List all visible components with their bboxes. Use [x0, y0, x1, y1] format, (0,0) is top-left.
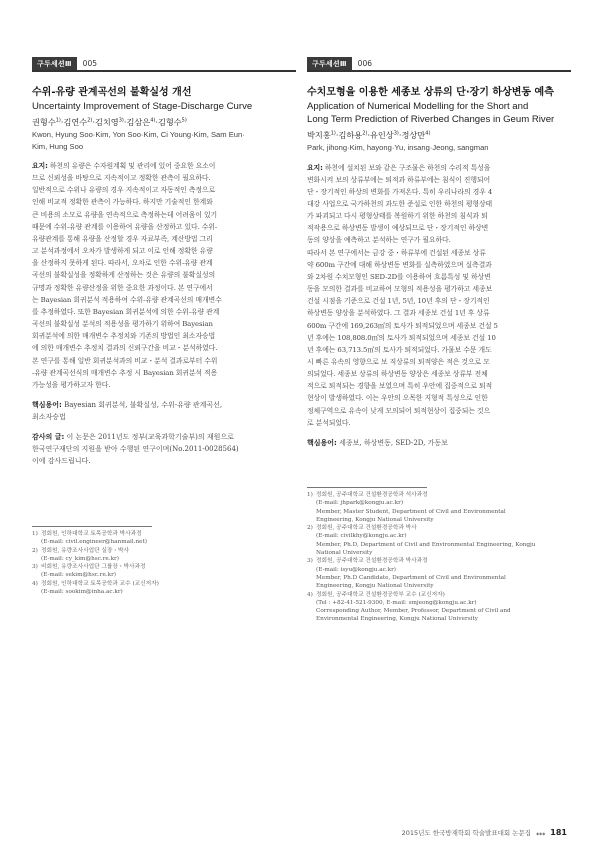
- author-name: 유인상: [369, 130, 394, 140]
- left-article: [32, 57, 296, 468]
- abstract-line: 단・장기적인 하상의 변화를 가져온다. 특히 우리나라의 경우 4: [307, 187, 493, 196]
- footnote-line: Corresponding Author, Member, Professor, Department of Civil and: [316, 608, 511, 615]
- title-english-line: Application of Numerical Modelling for the Short and: [307, 101, 529, 112]
- abstract-line: 동을 모의한 결과를 비교하여 모형의 적용성을 평가하고 세종보: [307, 285, 493, 294]
- abstract-line: 적작용으로 하상변동 발생이 예상되므로 단・장기적인 하상변: [307, 224, 489, 233]
- footnote: 1) 정회원, 인하대학교 토목공학과 박사과정: [32, 531, 142, 537]
- keywords: [307, 437, 571, 449]
- footnote: 2) 정회원, 유량조사사업단 실장・박사: [32, 547, 130, 554]
- authors-english: [32, 129, 296, 152]
- author-footnote-mark: 4): [150, 117, 156, 124]
- footnote: 4) 정회원, 공주대학교 건설환경공학부 교수 (교신저자): [307, 591, 445, 598]
- title-english: Uncertainty Improvement of Stage-Discharge Curve: [32, 101, 253, 112]
- author-name: 김형수: [157, 117, 182, 127]
- abstract-line: 때문에 수위-유량 관계를 이용하여 유량을 산정하고 있다. 수위-: [32, 222, 218, 231]
- footnote: 3) 비회원, 유량조사사업단 그룹장・박사과정: [32, 564, 146, 571]
- abstract-line: 를 추정하였다. 또한 Bayesian 회귀분석에 의한 수위-유량 관계: [32, 307, 220, 316]
- author-footnote-mark: 1): [330, 130, 336, 137]
- footnote-line: Environmental Engineering, Kongju National University: [316, 616, 478, 623]
- title-korean: 수위-유량 관계곡선의 불확실성 개선: [32, 87, 192, 98]
- acknowledgement-label: 감사의 글:: [32, 432, 65, 441]
- footnote-line: (E-mail: civilkhy@kongju.ac.kr): [316, 533, 407, 540]
- title-korean: 수치모형을 이용한 세종보 상류의 단·장기 하상변동 예측: [307, 87, 554, 98]
- authors-english-line: Kwon, Hyung Soo·Kim, Yon Soo·Kim, Ci Young·Kim, Sam Eun·: [32, 130, 245, 139]
- abstract-line: 약 600m 구간에 대해 하상변동 변화를 실측하였으며 실측결과: [307, 260, 492, 269]
- footnote-line: Member, Ph.D Candidate, Department of Civil and Environmental: [316, 574, 506, 581]
- abstract-line: 가능성을 평가하고자 한다.: [32, 380, 111, 389]
- left-footnotes: [32, 530, 296, 596]
- author-name: 정상만: [401, 130, 426, 140]
- abstract-line: 현상이 발생하였다. 이는 우안의 오목한 지형적 특성으로 인한: [307, 394, 488, 403]
- footnote-email: (E-mail: civil.engineer@hanmail.net): [41, 539, 147, 546]
- abstract-line: 에 의한 매개변수 추정치 결과의 신뢰구간을 비교・분석하였다.: [32, 344, 218, 353]
- footnote-email: (E-mail: cy_kim@hsc.re.kr): [41, 555, 119, 562]
- footnote: 3) 정회원, 공주대학교 건설환경공학과 박사과정: [307, 558, 428, 565]
- section-header: [32, 57, 296, 72]
- authors-english: Park, jihong·Kim, hayong·Yu, insang·Jeong, sangman: [307, 143, 489, 152]
- author-name: 김하용: [338, 130, 363, 140]
- abstract-line: 로 분석되었다.: [307, 418, 351, 427]
- footnote-divider: [32, 526, 152, 527]
- keywords-text: Bayesian 회귀분석, 불확실성, 수위-유량 관계곡선,: [61, 400, 223, 409]
- author-name: 권형수: [32, 117, 56, 127]
- footnote-line: Engineering, Kongju National University: [316, 583, 434, 590]
- acknowledgement-line: 이에 감사드립니다.: [32, 457, 91, 466]
- footer-mark: ◈◈◈: [536, 831, 546, 836]
- acknowledgement: 감사의 글: 이 논문은 2011년도 정부(교육과학기술부)의 재원으로 한국연구재단의 지원을 받아 수행된 연구이며(No.2011-0028564) 이에 감사드립니다.: [32, 431, 296, 468]
- page-footer: [402, 828, 567, 837]
- author-footnote-mark: 3): [393, 130, 399, 137]
- footnote-email: (E-mail: sekim@hsc.re.kr): [41, 572, 117, 579]
- footnote: 1) 정회원, 공주대학교 건설환경공학과 석사과정: [307, 492, 428, 498]
- abstract-line: 규명과 정확한 유량산정을 위한 중요한 과정이다. 본 연구에서: [32, 283, 213, 292]
- section-tag: 구두세션Ⅲ: [32, 57, 77, 70]
- abstract-line: 회귀분석에 의한 매개변수 추정치와 기존의 방법인 최소자승법: [32, 332, 216, 341]
- footnote-line: (E-mail: jhpark@kongju.ac.kr): [316, 500, 404, 507]
- authors-english-line: Kim, Hung Soo: [32, 141, 84, 151]
- abstract-line: 가 파괴되고 다시 평형상태를 복원하기 위한 하천의 침식과 퇴: [307, 212, 488, 221]
- abstract-line: 와 2차원 수치모형인 SED-2D를 이용하여 흐름특성 및 하상변: [307, 272, 491, 281]
- abstract-line: 고 분석과정에서 오차가 발생하게 되고 이로 인해 정확한 유량: [32, 247, 213, 256]
- abstract-line: 유량관계를 통해 유량을 산정할 경우 자료부족, 계산방법 그리: [32, 234, 213, 243]
- title-english-line: Long Term Prediction of Riverbed Changes in Geum River: [307, 114, 555, 125]
- abstract-label: 요지:: [307, 163, 323, 172]
- abstract-line: 적으로 퇴적되는 경향을 보였으며 특히 우안에 집중적으로 퇴적: [307, 382, 493, 391]
- footnote-email: (E-mail: sookim@inha.ac.kr): [41, 589, 123, 596]
- keywords-text: 세종보, 하상변동, SED-2D, 가동보: [336, 438, 448, 447]
- footnote-line: National University: [316, 550, 373, 557]
- author-name: 김치영: [94, 117, 119, 127]
- footnote-line: (E-mail: isyu@kongju.ac.kr): [316, 566, 397, 573]
- abstract-line: 600m 구간에 169,263㎥의 토사가 퇴적되었으며 세종보 건설 5: [307, 321, 498, 330]
- footnote: 4) 정회원, 인하대학교 토목공학과 교수 (교신저자): [32, 580, 159, 587]
- abstract-line: 곡선의 불확실성을 정확하게 산정하는 것은 유량의 불확실성의: [32, 271, 216, 280]
- author-name: 김삼은: [126, 117, 151, 127]
- abstract-line: 하상변동 양상을 분석하였다. 그 결과 세종보 건설 1년 후 상류: [307, 309, 490, 318]
- section-tag: 구두세션Ⅲ: [307, 57, 352, 70]
- abstract-line: 므로 신뢰성을 바탕으로 지속적이고 정확한 관측이 필요하다.: [32, 174, 211, 183]
- author-footnote-mark: 4): [425, 130, 431, 137]
- abstract: [307, 162, 571, 429]
- footnote-divider: [307, 487, 427, 488]
- abstract-line: 대강 사업으로 국가하천의 과도한 준설로 인한 하천의 평형상태: [307, 199, 493, 208]
- section-header: [307, 57, 571, 72]
- proceedings-title: 2015년도 한국방재학회 학술발표대회 논문집: [401, 829, 532, 837]
- abstract-line: 요지: 하천에 설치된 보와 같은 구조물은 하천의 수리적 특성을: [307, 163, 491, 172]
- acknowledgement-line: 한국연구재단의 지원을 받아 수행된 연구이며(No.2011-0028564): [32, 445, 239, 454]
- section-number: 006: [357, 59, 372, 68]
- abstract-line: 본 연구를 통해 일반 회귀분석과의 비교・분석 결과로부터 수위: [32, 356, 218, 365]
- abstract-line: 따라서 본 연구에서는 금강 중・하류부에 건설된 세종보 상류: [307, 248, 486, 257]
- section-number: 005: [82, 59, 97, 68]
- abstract: [32, 160, 296, 391]
- abstract-label: 요지:: [32, 162, 48, 170]
- right-article: [307, 57, 571, 449]
- author-name: 김연수: [63, 117, 88, 127]
- abstract-line: 건설 시점을 기준으로 건설 1년, 5년, 10년 후의 단・장기적인: [307, 297, 490, 306]
- abstract-line: 일반적으로 수위나 유량의 경우 지속적이고 자동적인 측정으로: [32, 186, 216, 195]
- abstract-line: 동의 양상을 예측하고 분석하는 연구가 필요하다.: [307, 236, 451, 245]
- abstract-line: 변화시켜 보의 상류부에는 퇴적과 하류부에는 침식이 진행되어: [307, 175, 491, 184]
- author-footnote-mark: 3): [118, 117, 124, 124]
- abstract-line: 큰 비용의 소모로 유량을 연속적으로 측정하는데 어려움이 있기: [32, 210, 218, 219]
- abstract-line: 정체구역으로 유속이 낮게 모의되어 퇴적현상이 집중되는 것으: [307, 406, 491, 415]
- footnote-line: Engineering, Kongju National University: [316, 516, 434, 523]
- abstract-line: 인해 비교적 정확한 관측이 가능하다. 하지만 기술적인 한계와: [32, 198, 213, 207]
- footnote-line: Member, Master Student, Department of Civil and Environmental: [316, 508, 506, 515]
- title-english: [307, 100, 571, 126]
- keywords-label: 핵심용어:: [307, 438, 337, 447]
- abstract-line: 년 후에는 108,808.0㎥의 토사가 퇴적되었으며 세종보 건설 10: [307, 333, 496, 342]
- footnote-line: Member, Ph.D, Department of Civil and Environmental Engineering, Kongju: [316, 541, 536, 548]
- footnote: 2) 정회원, 공주대학교 건설환경공학과 박사: [307, 525, 417, 532]
- abstract-line: 시 빠른 유속의 영향으로 보 직상류의 퇴적양은 적은 것으로 모: [307, 358, 490, 366]
- right-footnotes: [307, 491, 571, 624]
- keywords: [32, 399, 296, 423]
- authors-korean: 박지홍$^{1)}$·김하용$^{2)}$·유인상$^{3)}$·정상만$^{4)}$: [307, 130, 431, 140]
- abstract-line: 곡선의 불확실성 분석의 적용성을 평가하기 위하여 Bayesian: [32, 320, 213, 329]
- author-footnote-mark: 2): [87, 117, 93, 124]
- authors-korean: 권형수$^{1)}$·김연수$^{2)}$·김치영$^{3)}$·김삼은$^{4)}$·김형수$^{5)}$: [32, 117, 187, 127]
- author-footnote-mark: 1): [55, 117, 61, 124]
- author-footnote-mark: 2): [362, 130, 368, 137]
- keywords-label: 핵심용어:: [32, 400, 62, 409]
- abstract-line: 요지: 하천의 유량은 수자원계획 및 관리에 있어 중요한 요소이: [32, 162, 216, 170]
- abstract-line: 을 산정하지 못하게 된다. 따라서, 오차로 인한 수위-유량 관계: [32, 259, 213, 268]
- keywords-text: 최소자승법: [32, 412, 66, 421]
- footnote-line: (Tel : +82-41-521-9300, E-mail: smjeong@kongju.ac.kr): [316, 599, 477, 606]
- page-number: 181: [550, 828, 567, 837]
- abstract-line: -유량 관계곡선식의 매개변수 추정 시 Bayesian 회귀분석 적용: [32, 368, 218, 377]
- author-footnote-mark: 5): [181, 117, 187, 124]
- abstract-line: 년 후에는 63,713.5㎥의 토사가 퇴적되었다. 가물보 수문 개도: [307, 345, 492, 354]
- abstract-line: 의되었다. 세종보 상류의 하상변동 양상은 세종보 상류부 전체: [307, 370, 488, 379]
- author-name: 박지홍: [307, 130, 331, 140]
- abstract-line: 는 Bayesian 회귀분석 적용하여 수위-유량 관계곡선의 매개변수: [32, 295, 222, 304]
